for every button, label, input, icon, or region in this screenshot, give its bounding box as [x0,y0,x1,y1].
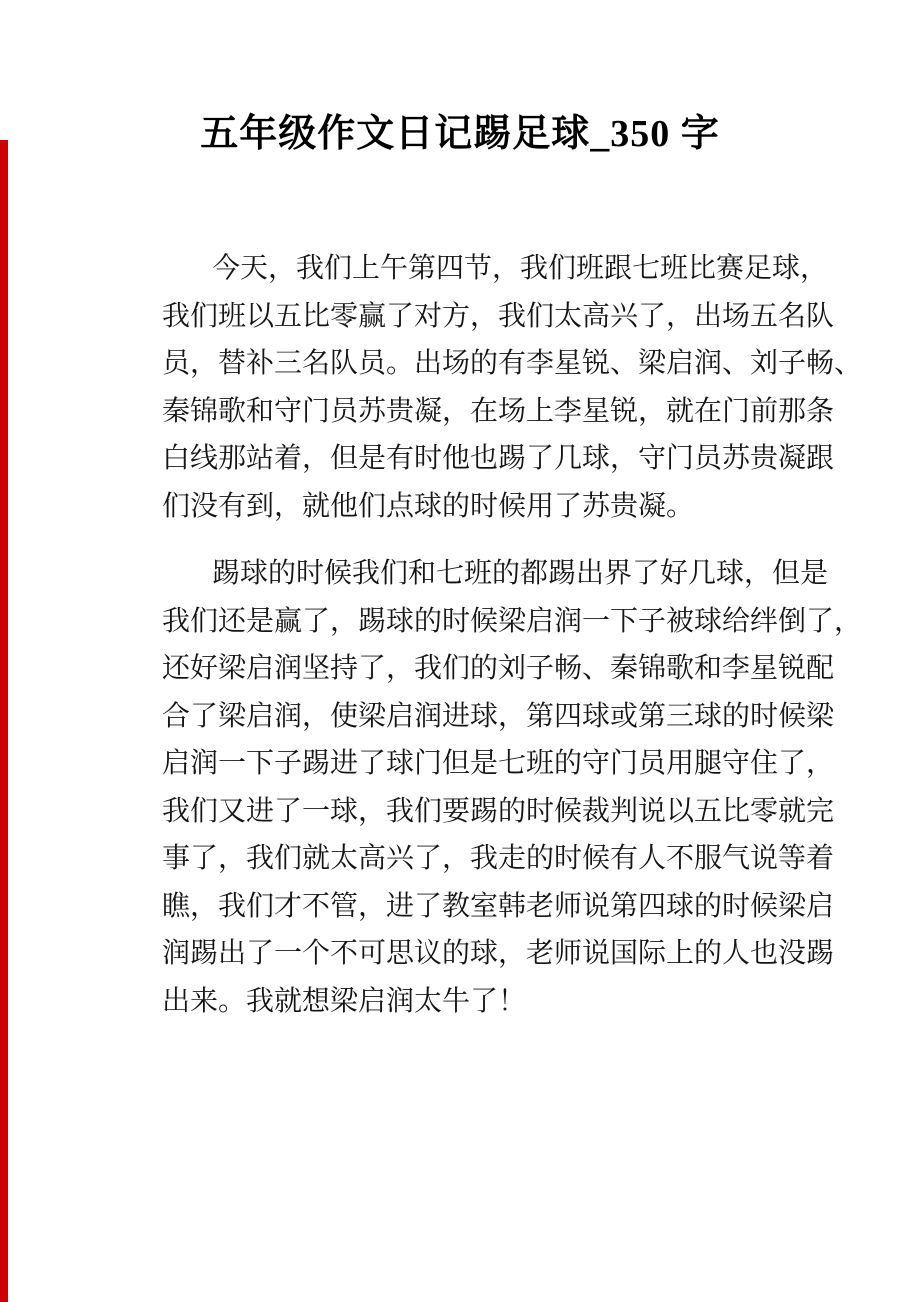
text-line: 瞧，我们才不管，进了教室韩老师说第四球的时候梁启 [162,890,835,922]
text-line: 合了梁启润，使梁启润进球，第四球或第三球的时候梁 [162,700,835,732]
text-line: 踢球的时候我们和七班的都踢出界了好几球，但是 [212,558,829,589]
text-line: 白线那站着，但是有时他也踢了几球，守门员苏贵凝跟 [162,443,835,474]
text-line: 事了，我们就太高兴了，我走的时候有人不服气说等着 [162,843,835,874]
text-line: 润踢出了一个不可思议的球，老师说国际上的人也没踢 [162,938,835,969]
text-line: 还好梁启润坚持了，我们的刘子畅、秦锦歌和李星锐配 [162,653,835,684]
text-line: 我们班以五比零赢了对方，我们太高兴了，出场五名队 [162,300,835,332]
left-accent-bar [0,140,8,1302]
document-body [162,245,874,1025]
text-line: 今天，我们上午第四节，我们班跟七班比赛足球， [212,253,829,284]
text-line: 出来。我就想梁启润太牛了！ [162,985,527,1017]
text-line: 启润一下子踢进了球门但是七班的守门员用腿守住了， [162,748,835,779]
paragraph-1 [162,245,874,530]
text-line: 员，替补三名队员。出场的有李星锐、梁启润、刘子畅、 [162,348,863,379]
text-line: 们没有到，就他们点球的时候用了苏贵凝。 [162,490,695,522]
text-line: 秦锦歌和守门员苏贵凝，在场上李星锐，就在门前那条 [162,395,835,427]
text-line: 我们又进了一球，我们要踢的时候裁判说以五比零就完 [162,795,835,827]
text-line: 我们还是赢了，踢球的时候梁启润一下子被球给绊倒了， [162,605,863,637]
document-title: 五年级作文日记踢足球_350 字 [200,113,720,155]
paragraph-2 [162,550,874,1025]
